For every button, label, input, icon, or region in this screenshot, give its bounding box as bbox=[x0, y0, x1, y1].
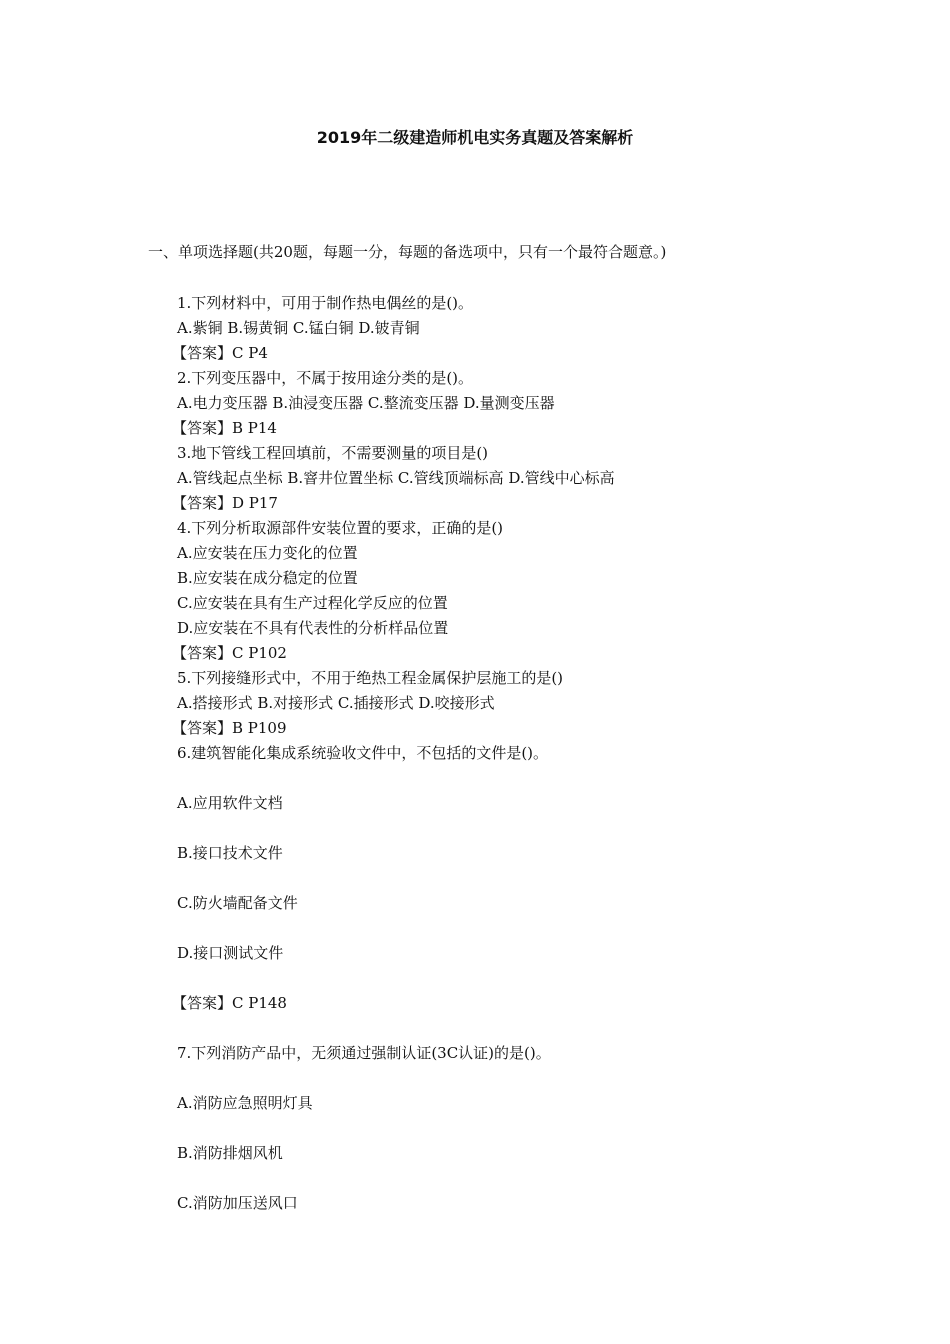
answer-line: 【答案】C P102 bbox=[172, 644, 287, 662]
question-text: 3.地下管线工程回填前，不需要测量的项目是() bbox=[177, 444, 489, 462]
option-line: B.消防排烟风机 bbox=[177, 1144, 283, 1162]
answer-line: 【答案】C P4 bbox=[172, 344, 268, 362]
option-line: C.防火墙配备文件 bbox=[177, 894, 298, 912]
options-line: A.管线起点坐标 B.窨井位置坐标 C.管线顶端标高 D.管线中心标高 bbox=[177, 469, 615, 487]
option-line: A.消防应急照明灯具 bbox=[177, 1094, 313, 1112]
option-line: A.应安装在压力变化的位置 bbox=[177, 544, 358, 562]
question-text: 6.建筑智能化集成系统验收文件中，不包括的文件是()。 bbox=[177, 744, 549, 762]
answer-line: 【答案】D P17 bbox=[172, 494, 278, 512]
option-line: C.消防加压送风口 bbox=[177, 1194, 298, 1212]
question-text: 7.下列消防产品中，无须通过强制认证(3C认证)的是()。 bbox=[177, 1044, 551, 1062]
option-line: B.接口技术文件 bbox=[177, 844, 283, 862]
question-text: 5.下列接缝形式中，不用于绝热工程金属保护层施工的是() bbox=[177, 669, 564, 687]
answer-line: 【答案】C P148 bbox=[172, 994, 287, 1012]
options-line: A.电力变压器 B.油浸变压器 C.整流变压器 D.量测变压器 bbox=[177, 394, 555, 412]
options-line: A.搭接形式 B.对接形式 C.插接形式 D.咬接形式 bbox=[177, 694, 495, 712]
option-line: B.应安装在成分稳定的位置 bbox=[177, 569, 358, 587]
question-text: 2.下列变压器中，不属于按用途分类的是()。 bbox=[177, 369, 474, 387]
question-text: 1.下列材料中，可用于制作热电偶丝的是()。 bbox=[177, 294, 474, 312]
option-line: A.应用软件文档 bbox=[177, 794, 283, 812]
options-line: A.紫铜 B.锡黄铜 C.锰白铜 D.铍青铜 bbox=[177, 319, 420, 337]
question-list bbox=[172, 291, 877, 1216]
section-heading: 一、单项选择题(共20题，每题一分，每题的备选项中，只有一个最符合题意。) bbox=[148, 243, 667, 261]
answer-line: 【答案】B P14 bbox=[172, 419, 277, 437]
answer-line: 【答案】B P109 bbox=[172, 719, 287, 737]
option-line: D.接口测试文件 bbox=[177, 944, 284, 962]
document-title: 2019年二级建造师机电实务真题及答案解析 bbox=[316, 128, 634, 147]
question-text: 4.下列分析取源部件安装位置的要求，正确的是() bbox=[177, 519, 504, 537]
option-line: D.应安装在不具有代表性的分析样品位置 bbox=[177, 619, 449, 637]
option-line: C.应安装在具有生产过程化学反应的位置 bbox=[177, 594, 448, 612]
